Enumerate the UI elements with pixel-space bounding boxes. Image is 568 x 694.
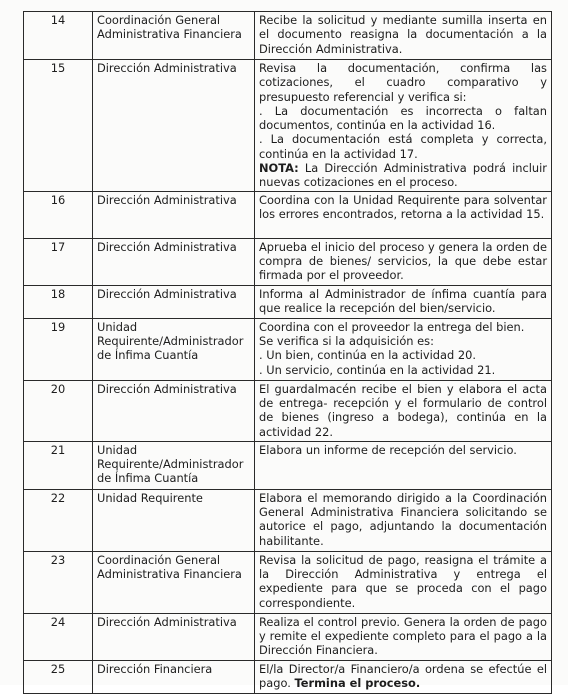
activity-text: El guardalmacén recibe el bien y elabora el acta de entrega- recepción y el formulario de control de bienes (ingreso a bodega), continúa en la actividad 22. (259, 381, 547, 439)
activity-number: 21 (24, 441, 93, 489)
activity-description (255, 489, 552, 551)
responsible-unit: Coordinación General Administrativa Financiera (93, 12, 255, 60)
activity-text: Aprueba el inicio del proceso y genera la orden de compra de bienes/ servicios, la que debe estar firmada por el proveedor. (259, 239, 547, 283)
activity-option: . Un bien, continúa en la actividad 20. (259, 348, 476, 363)
activity-description (255, 285, 552, 318)
activity-option: . La documentación es incorrecta o faltan documentos, continúa en la actividad 16. (259, 103, 547, 133)
activity-description (255, 191, 552, 238)
activity-number: 22 (24, 489, 93, 551)
activity-number: 15 (24, 60, 93, 192)
table-row (24, 191, 552, 238)
activity-number: 23 (24, 551, 93, 613)
activity-description (255, 60, 552, 192)
activity-description (255, 660, 552, 693)
activity-number: 14 (24, 12, 93, 60)
process-end-label: Termina el proceso. (294, 675, 421, 690)
process-activities-table (23, 11, 552, 694)
activity-number: 25 (24, 660, 93, 693)
activity-option: . Un servicio, continúa en la actividad 21. (259, 362, 496, 377)
activity-text: Se verifica si la adquisición es: (259, 333, 434, 348)
activity-number: 20 (24, 380, 93, 441)
activity-description (255, 238, 552, 285)
activity-number: 19 (24, 318, 93, 380)
responsible-unit: Dirección Administrativa (93, 613, 255, 660)
responsible-unit: Unidad Requirente/Administrador de Ínfima Cuantía (93, 318, 255, 380)
table-row (24, 12, 552, 60)
table-row (24, 660, 552, 693)
responsible-unit: Unidad Requirente/Administrador de Ínfima Cuantía (93, 441, 255, 489)
activity-description (255, 380, 552, 441)
note-text: La Dirección Administrativa podrá incluir nuevas cotizaciones en el proceso. (259, 161, 547, 190)
activity-text: Revisa la documentación, confirma las cotizaciones, el cuadro comparativo y presupuesto referencial y verifica si: (259, 61, 547, 104)
table-row (24, 318, 552, 380)
table-row (24, 238, 552, 285)
activity-text (259, 662, 547, 691)
activity-number: 24 (24, 613, 93, 660)
responsible-unit: Dirección Administrativa (93, 191, 255, 238)
table-row (24, 551, 552, 613)
activity-description (255, 318, 552, 380)
responsible-unit: Coordinación General Administrativa Financiera (93, 551, 255, 613)
activity-description (255, 441, 552, 489)
table-row (24, 441, 552, 489)
activity-description (255, 551, 552, 613)
responsible-unit: Dirección Financiera (93, 660, 255, 693)
activity-description (255, 613, 552, 660)
table-row (24, 285, 552, 318)
activity-text: Elabora el memorando dirigido a la Coordinación General Administrativa Financiera solicitando se autorice el pago, adjuntando la documentación habilitante. (259, 490, 547, 548)
responsible-unit: Dirección Administrativa (93, 285, 255, 318)
activity-text: Realiza el control previo. Genera la orden de pago y remite el expediente completo para el pago a la Dirección Financiera. (259, 614, 547, 658)
responsible-unit: Dirección Administrativa (93, 60, 255, 192)
activity-number: 16 (24, 191, 93, 238)
activity-option: . La documentación está completa y correcta, continúa en la actividad 17. (259, 132, 547, 161)
activity-text: Coordina con el proveedor la entrega del bien. (259, 319, 525, 334)
responsible-unit: Dirección Administrativa (93, 380, 255, 441)
responsible-unit: Unidad Requirente (93, 489, 255, 551)
activity-number: 18 (24, 285, 93, 318)
table-row (24, 60, 552, 192)
table-row (24, 489, 552, 551)
activity-text: Elabora un informe de recepción del servicio. (259, 442, 517, 457)
activity-text-body: El/la Director/a Financiero/a ordena se efectúe el pago. (259, 661, 547, 690)
activity-description (255, 12, 552, 60)
note-label: NOTA: (259, 161, 299, 176)
activity-note (259, 161, 547, 190)
table-row (24, 613, 552, 660)
activity-text: Recibe la solicitud y mediante sumilla inserta en el documento reasigna la documentación a la Dirección Administrativa. (259, 13, 547, 56)
table-row (24, 380, 552, 441)
activity-text: Coordina con la Unidad Requirente para solventar los errores encontrados, retorna a la actividad 15. (259, 192, 547, 221)
activity-text: Informa al Administrador de ínfima cuantía para que realice la recepción del bien/servicio. (259, 286, 547, 315)
activity-text: Revisa la solicitud de pago, reasigna el trámite a la Dirección Administrativa y entrega el expediente para que se proceda con el pago correspondiente. (259, 552, 547, 610)
activity-number: 17 (24, 238, 93, 285)
responsible-unit: Dirección Administrativa (93, 238, 255, 285)
